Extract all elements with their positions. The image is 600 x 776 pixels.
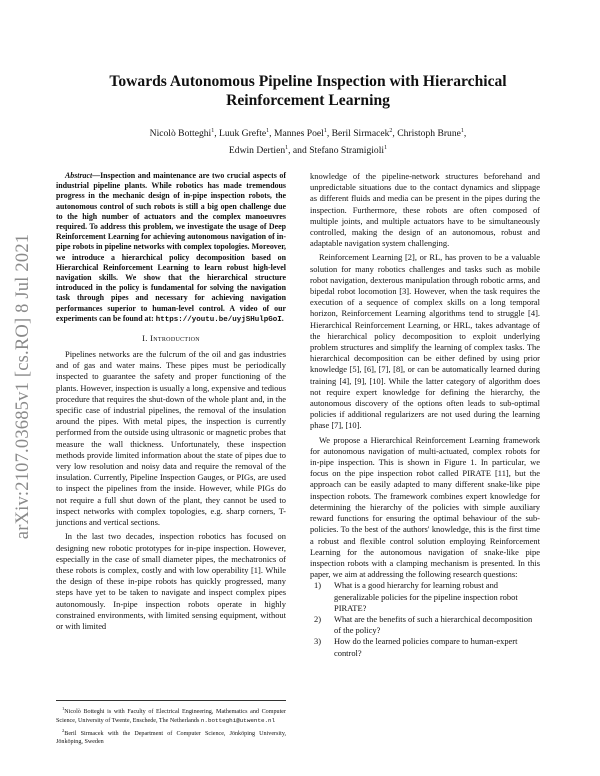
- author: Christoph Brune$^1$,: [397, 128, 467, 140]
- video-link[interactable]: https://youtu.be/uyjSHulpGoI: [155, 315, 282, 324]
- author: Stefano Stramigioli$^1$: [309, 145, 388, 157]
- list-item: 3) How do the learned policies compare to human-expert control?: [314, 636, 518, 658]
- intro-paragraph-3: knowledge of the pipeline-network structures beforehand and unpredictable situations due to the contact dynamics and slippage as different fluids and media can be present in the pipes during the inspection. Furthermore, these robots are often composed of multiple joints, and multiple actuators have to be simultaneously controlled, making the design of an autonomous, robust and adaptable navigation system challenging.: [310, 171, 540, 249]
- author: Nicolò Botteghi$^1$,: [149, 128, 220, 140]
- list-item: 1) What is a good hierarchy for learning robust and generalizable policies for the pipeline inspection robot PIRATE?: [314, 580, 518, 613]
- section-heading-introduction: I. Introduction: [142, 333, 200, 344]
- arxiv-identifier: arXiv:2107.03685v1 [cs.RO] 8 Jul 2021: [13, 233, 34, 539]
- intro-paragraph-1: Pipelines networks are the fulcrum of the oil and gas industries and of gas and water mains. These pipes must be periodically inspected to guarantee the safety and proper functioning of the plants. However, inspection is usually a long, expensive and tedious procedure that requires the shut-down of the whole plant and, in the specific case of industrial pipelines, the removal of the insulation around the pipes. With metal pipes, the inspection is currently performed from the outside using ultrasonic or magnetic probes that measure the wall thickness. Unfortunately, these inspection methods provide limited information about the state of pipes due to very low resolution and noisy data and require the removal of the insulation. Currently, Pipeline Inspection Gauges, or PIGs, are used to inspect the pipelines from the inside. However, while PIGs do not require a full shut down of the plant, they cannot be used to inspect networks with complex topologies, e.g. sharp corners, T-junctions and vertical sections.: [56, 349, 286, 528]
- intro-paragraph-5: We propose a Hierarchical Reinforcement Learning framework for autonomous navigation of multi-actuated, complex robots for in-pipe inspection. This is shown in Figure 1. In particular, we focus on the pipe inspection robot called PIRATE [11], but the approach can be easily adapted to many different snake-like pipe inspection robots. The framework combines expert knowledge for determining the hierarchy of the policies with simple auxiliary reward functions for ensuring the optimal behaviour of the sub-policies. To the best of the authors' knowledge, this is the first time a robust and flexible control solution employing Reinforcement Learning for the autonomous navigation of snake-like pipe inspection robots with a clamping mechanism is presented. In this paper, we aim at addressing the following research questions:: [310, 434, 540, 580]
- footnotes: [56, 700, 286, 749]
- right-column: [310, 171, 540, 659]
- footnote-2: $^2$Beril Sirmacek with the Department of Computer Science, Jönköping University, Jönköping, Sweden: [56, 728, 286, 746]
- intro-paragraph-4: Reinforcement Learning [2], or RL, has proven to be a valuable solution for many robotics challenges and tasks such as mobile robot navigation, dexterous manipulation through robotic arms, and bipedal robot locomotion [3]. However, when the task requires the execution of a sequence of complex skills on a long temporal horizon, Reinforcement Learning algorithms tend to struggle [4]. Hierarchical Reinforcement Learning, or HRL, takes advantage of the hierarchical policy decomposition to exploit underlying problem structures and simplify the learning of complex tasks. The hierarchical decomposition can be either defined by using prior knowledge [5], [6], [7], [8], or can be automatically learned during training [4], [9], [10]. While the latter category of algorithm does not require expert knowledge for defining the hierarchy, the autonomous discovery of the options often leads to sub-optimal policies if additional regularizers are not used during the learning phase [7], [10].: [310, 252, 540, 431]
- author-email[interactable]: n.botteghi@utwente.nl: [200, 716, 276, 724]
- intro-paragraph-2: In the last two decades, inspection robotics has focused on designing new robotic prototypes for in-pipe inspection. However, especially in the case of small diameter pipes, the mechatronics of these robots is complex, costly and with low operability [1]. While the design of these in-pipe robots has quickly progressed, many steps have yet to be taken to navigate and inspect complex pipes autonomously. In-pipe inspection robots operate in highly constrained environments, with limited sensing equipment, without or with limited: [56, 531, 286, 631]
- research-questions: [310, 580, 540, 658]
- list-item: 2) What are the benefits of such a hierarchical decomposition of the policy?: [314, 613, 533, 636]
- footnote-1: $^1$Nicolò Botteghi is with Faculty of Electrical Engineering, Mathematics and Computer Science, University of Twente, Enschede, The Netherlands n.botteghi@utwente.nl: [56, 706, 286, 724]
- paper-title: Towards Autonomous Pipeline Inspection with Hierarchical Reinforcement Learning: [109, 73, 507, 109]
- author: Mannes Poel$^1$,: [273, 128, 332, 140]
- author: Edwin Dertien$^1$, and: [228, 145, 310, 157]
- abstract-text: —Inspection and maintenance are two crucial aspects of industrial pipeline plants. While robotics has made tremendous progress in the mechanic design of in-pipe inspection robots, the autonomous control of such robots is still a big open challenge due to the high number of actuators and the complex manoeuvres required. To address this problem, we investigate the usage of Deep Reinforcement Learning for achieving autonomous navigation of in-pipe robots in pipeline networks with complex topologies. Moreover, we introduce a hierarchical policy decomposition based on Hierarchical Reinforcement Learning to learn robust high-level navigation skills. We show that the hierarchical structure introduced in the policy is fundamental for solving the navigation task through pipes and necessary for achieving navigation performances superior to human-level control. A video of our experiments can be found at:: [56, 171, 286, 323]
- author: Beril Sirmacek$^2$,: [331, 128, 398, 140]
- author-list: [60, 124, 556, 158]
- left-column: [56, 171, 286, 632]
- abstract: Abstract—Inspection and maintenance are two crucial aspects of industrial pipeline plants. While robotics has made tremendous progress in the mechanic design of in-pipe inspection robots, the autonomous control of such robots is still a big open challenge due to the high number of actuators and the complex manoeuvres required. To address this problem, we investigate the usage of Deep Reinforcement Learning for achieving autonomous navigation of in-pipe robots in pipeline networks with complex topologies. Moreover, we introduce a hierarchical policy decomposition based on Hierarchical Reinforcement Learning to learn robust high-level navigation skills. We show that the hierarchical structure introduced in the policy is fundamental for solving the navigation task through pipes and necessary for achieving navigation performances superior to human-level control. A video of our experiments can be found at: https://youtu.be/uyjSHulpGoI.: [56, 171, 286, 324]
- author: Luuk Grefte$^1$,: [219, 128, 274, 140]
- arxiv-sidebar-stamp: [2, 166, 46, 606]
- abstract-label: Abstract: [65, 171, 93, 180]
